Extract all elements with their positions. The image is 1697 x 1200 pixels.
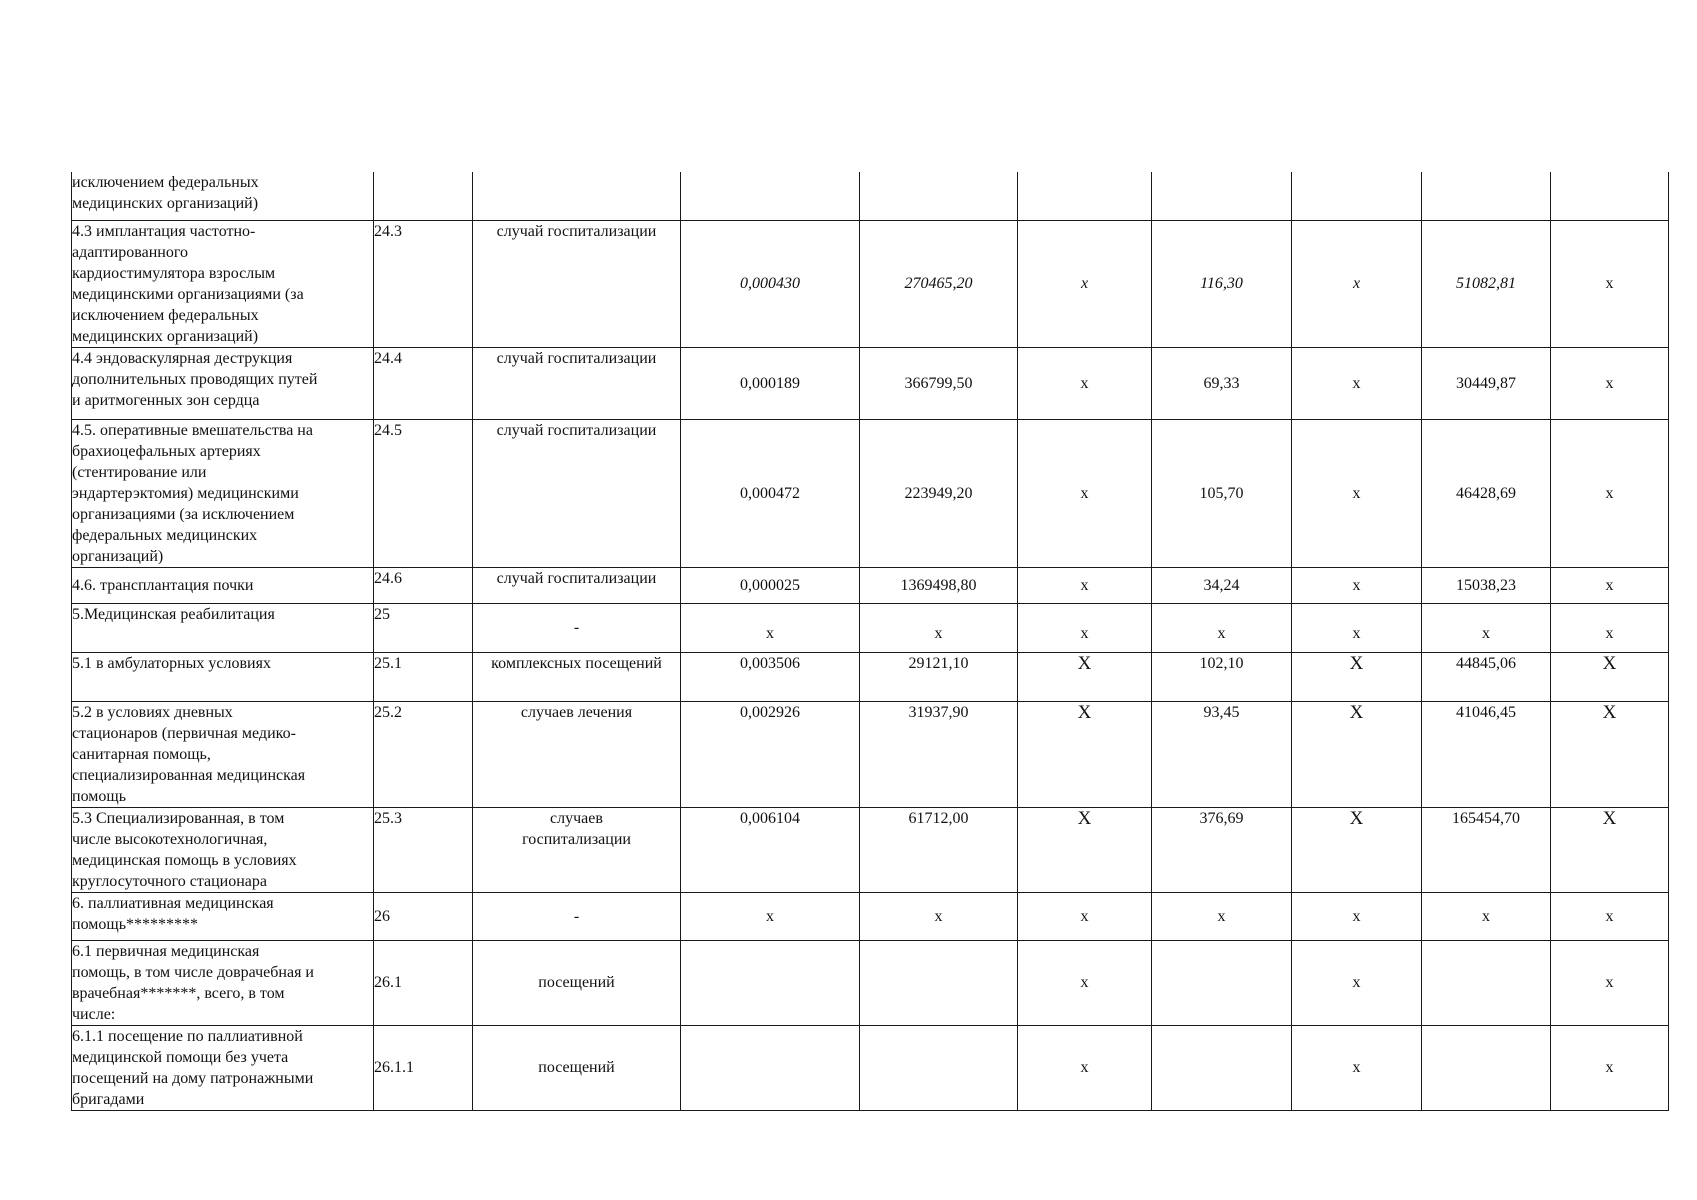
value-cell [860, 1025, 1018, 1110]
value-cell: х [1152, 892, 1292, 940]
value-cell: Х [1292, 701, 1422, 807]
row-name-cell: 6.1.1 посещение по паллиативной медицинской помощи без учета посещений на дому патронажными бригадами [72, 1025, 374, 1110]
value-cell: х [1018, 603, 1152, 652]
value-cell: х [681, 603, 860, 652]
value-cell: 31937,90 [860, 701, 1018, 807]
value-cell: 30449,87 [1422, 347, 1551, 419]
value-cell [1018, 172, 1152, 220]
value-cell: х [860, 603, 1018, 652]
value-cell: 0,000189 [681, 347, 860, 419]
value-cell: х [1018, 220, 1152, 347]
row-code-cell: 24.4 [374, 347, 473, 419]
value-cell: х [1422, 892, 1551, 940]
value-cell: х [1292, 220, 1422, 347]
value-cell: 165454,70 [1422, 807, 1551, 892]
value-cell: 0,003506 [681, 652, 860, 701]
value-cell: 0,002926 [681, 701, 860, 807]
value-cell: х [1551, 347, 1669, 419]
table-row [72, 419, 1669, 567]
row-name-cell: 5.2 в условиях дневных стационаров (первичная медико- санитарная помощь, специализированная медицинская помощь [72, 701, 374, 807]
value-cell [681, 1025, 860, 1110]
value-cell: 105,70 [1152, 419, 1292, 567]
value-cell [860, 940, 1018, 1025]
value-cell: 376,69 [1152, 807, 1292, 892]
row-code-cell: 25 [374, 603, 473, 652]
value-cell: 69,33 [1152, 347, 1292, 419]
row-name-cell: 4.4 эндоваскулярная деструкция дополнительных проводящих путей и аритмогенных зон сердца [72, 347, 374, 419]
row-code-cell: 25.1 [374, 652, 473, 701]
value-cell: х [1292, 567, 1422, 603]
value-cell: 29121,10 [860, 652, 1018, 701]
value-cell: х [1551, 567, 1669, 603]
value-cell: Х [1018, 652, 1152, 701]
value-cell: х [1152, 603, 1292, 652]
value-cell: Х [1292, 807, 1422, 892]
value-cell: х [1551, 940, 1669, 1025]
value-cell: х [1292, 419, 1422, 567]
value-cell: 1369498,80 [860, 567, 1018, 603]
value-cell: 270465,20 [860, 220, 1018, 347]
table-row [72, 807, 1669, 892]
row-unit-cell: посещений [473, 940, 681, 1025]
row-name-cell: 4.3 имплантация частотно- адаптированного кардиостимулятора взрослым медицинскими организациями (за исключением федеральных медицинских организаций) [72, 220, 374, 347]
value-cell: 0,000472 [681, 419, 860, 567]
row-unit-cell: случаев лечения [473, 701, 681, 807]
value-cell: Х [1551, 807, 1669, 892]
value-cell [1551, 172, 1669, 220]
value-cell: 366799,50 [860, 347, 1018, 419]
value-cell: 0,000430 [681, 220, 860, 347]
row-unit-cell: случаев госпитализации [473, 807, 681, 892]
value-cell [1422, 172, 1551, 220]
value-cell: 51082,81 [1422, 220, 1551, 347]
value-cell: х [1551, 1025, 1669, 1110]
value-cell: х [1018, 940, 1152, 1025]
table-row [72, 567, 1669, 603]
value-cell: Х [1018, 701, 1152, 807]
value-cell [681, 940, 860, 1025]
table-row [72, 940, 1669, 1025]
table-row [72, 172, 1669, 220]
value-cell [1422, 1025, 1551, 1110]
row-name-cell: 5.3 Специализированная, в том числе высокотехнологичная, медицинская помощь в условиях круглосуточного стационара [72, 807, 374, 892]
table-row [72, 652, 1669, 701]
value-cell: х [1292, 1025, 1422, 1110]
row-name-cell: 5.Медицинская реабилитация [72, 603, 374, 652]
value-cell [1292, 172, 1422, 220]
value-cell: 0,000025 [681, 567, 860, 603]
value-cell: х [860, 892, 1018, 940]
value-cell: 15038,23 [1422, 567, 1551, 603]
value-cell: х [681, 892, 860, 940]
medical-care-norms-table [71, 172, 1669, 1111]
value-cell: 0,006104 [681, 807, 860, 892]
value-cell: х [1292, 347, 1422, 419]
row-name-cell: 4.6. трансплантация почки [72, 567, 374, 603]
value-cell: 41046,45 [1422, 701, 1551, 807]
row-code-cell: 25.2 [374, 701, 473, 807]
value-cell: х [1551, 892, 1669, 940]
row-code-cell: 24.6 [374, 567, 473, 603]
row-code-cell: 26.1.1 [374, 1025, 473, 1110]
row-code-cell: 26 [374, 892, 473, 940]
value-cell: х [1018, 347, 1152, 419]
row-unit-cell: случай госпитализации [473, 347, 681, 419]
row-unit-cell: случай госпитализации [473, 419, 681, 567]
value-cell: 116,30 [1152, 220, 1292, 347]
row-code-cell: 26.1 [374, 940, 473, 1025]
value-cell: х [1018, 892, 1152, 940]
value-cell: х [1292, 940, 1422, 1025]
value-cell: х [1018, 1025, 1152, 1110]
value-cell: 34,24 [1152, 567, 1292, 603]
row-name-cell: 6.1 первичная медицинская помощь, в том числе доврачебная и врачебная*******, всего, в том числе: [72, 940, 374, 1025]
value-cell: х [1551, 419, 1669, 567]
row-unit-cell: случай госпитализации [473, 567, 681, 603]
row-unit-cell [473, 172, 681, 220]
table-row [72, 220, 1669, 347]
row-code-cell: 24.3 [374, 220, 473, 347]
value-cell: 44845,06 [1422, 652, 1551, 701]
value-cell: х [1292, 603, 1422, 652]
value-cell: х [1018, 419, 1152, 567]
row-unit-cell: комплексных посещений [473, 652, 681, 701]
value-cell: х [1018, 567, 1152, 603]
value-cell: 223949,20 [860, 419, 1018, 567]
row-code-cell: 24.5 [374, 419, 473, 567]
row-name-cell: исключением федеральных медицинских организаций) [72, 172, 374, 220]
value-cell [1152, 172, 1292, 220]
row-name-cell: 5.1 в амбулаторных условиях [72, 652, 374, 701]
row-unit-cell: случай госпитализации [473, 220, 681, 347]
value-cell: Х [1551, 701, 1669, 807]
value-cell: x [1551, 220, 1669, 347]
value-cell: Х [1018, 807, 1152, 892]
table-row [72, 1025, 1669, 1110]
value-cell: 93,45 [1152, 701, 1292, 807]
value-cell: 46428,69 [1422, 419, 1551, 567]
table-row [72, 892, 1669, 940]
value-cell [1152, 1025, 1292, 1110]
value-cell [1152, 940, 1292, 1025]
row-name-cell: 6. паллиативная медицинская помощь********* [72, 892, 374, 940]
table-row [72, 347, 1669, 419]
value-cell: Х [1292, 652, 1422, 701]
value-cell: 102,10 [1152, 652, 1292, 701]
value-cell: х [1551, 603, 1669, 652]
value-cell: х [1422, 603, 1551, 652]
row-code-cell [374, 172, 473, 220]
row-unit-cell: - [473, 603, 681, 652]
row-unit-cell: посещений [473, 1025, 681, 1110]
value-cell [681, 172, 860, 220]
row-name-cell: 4.5. оперативные вмешательства на брахиоцефальных артериях (стентирование или эндартерэктомия) медицинскими организациями (за исключением федеральных медицинских организаций) [72, 419, 374, 567]
table-row [72, 701, 1669, 807]
value-cell: 61712,00 [860, 807, 1018, 892]
row-unit-cell: - [473, 892, 681, 940]
value-cell: Х [1551, 652, 1669, 701]
value-cell [1422, 940, 1551, 1025]
row-code-cell: 25.3 [374, 807, 473, 892]
value-cell [860, 172, 1018, 220]
table-row [72, 603, 1669, 652]
value-cell: х [1292, 892, 1422, 940]
